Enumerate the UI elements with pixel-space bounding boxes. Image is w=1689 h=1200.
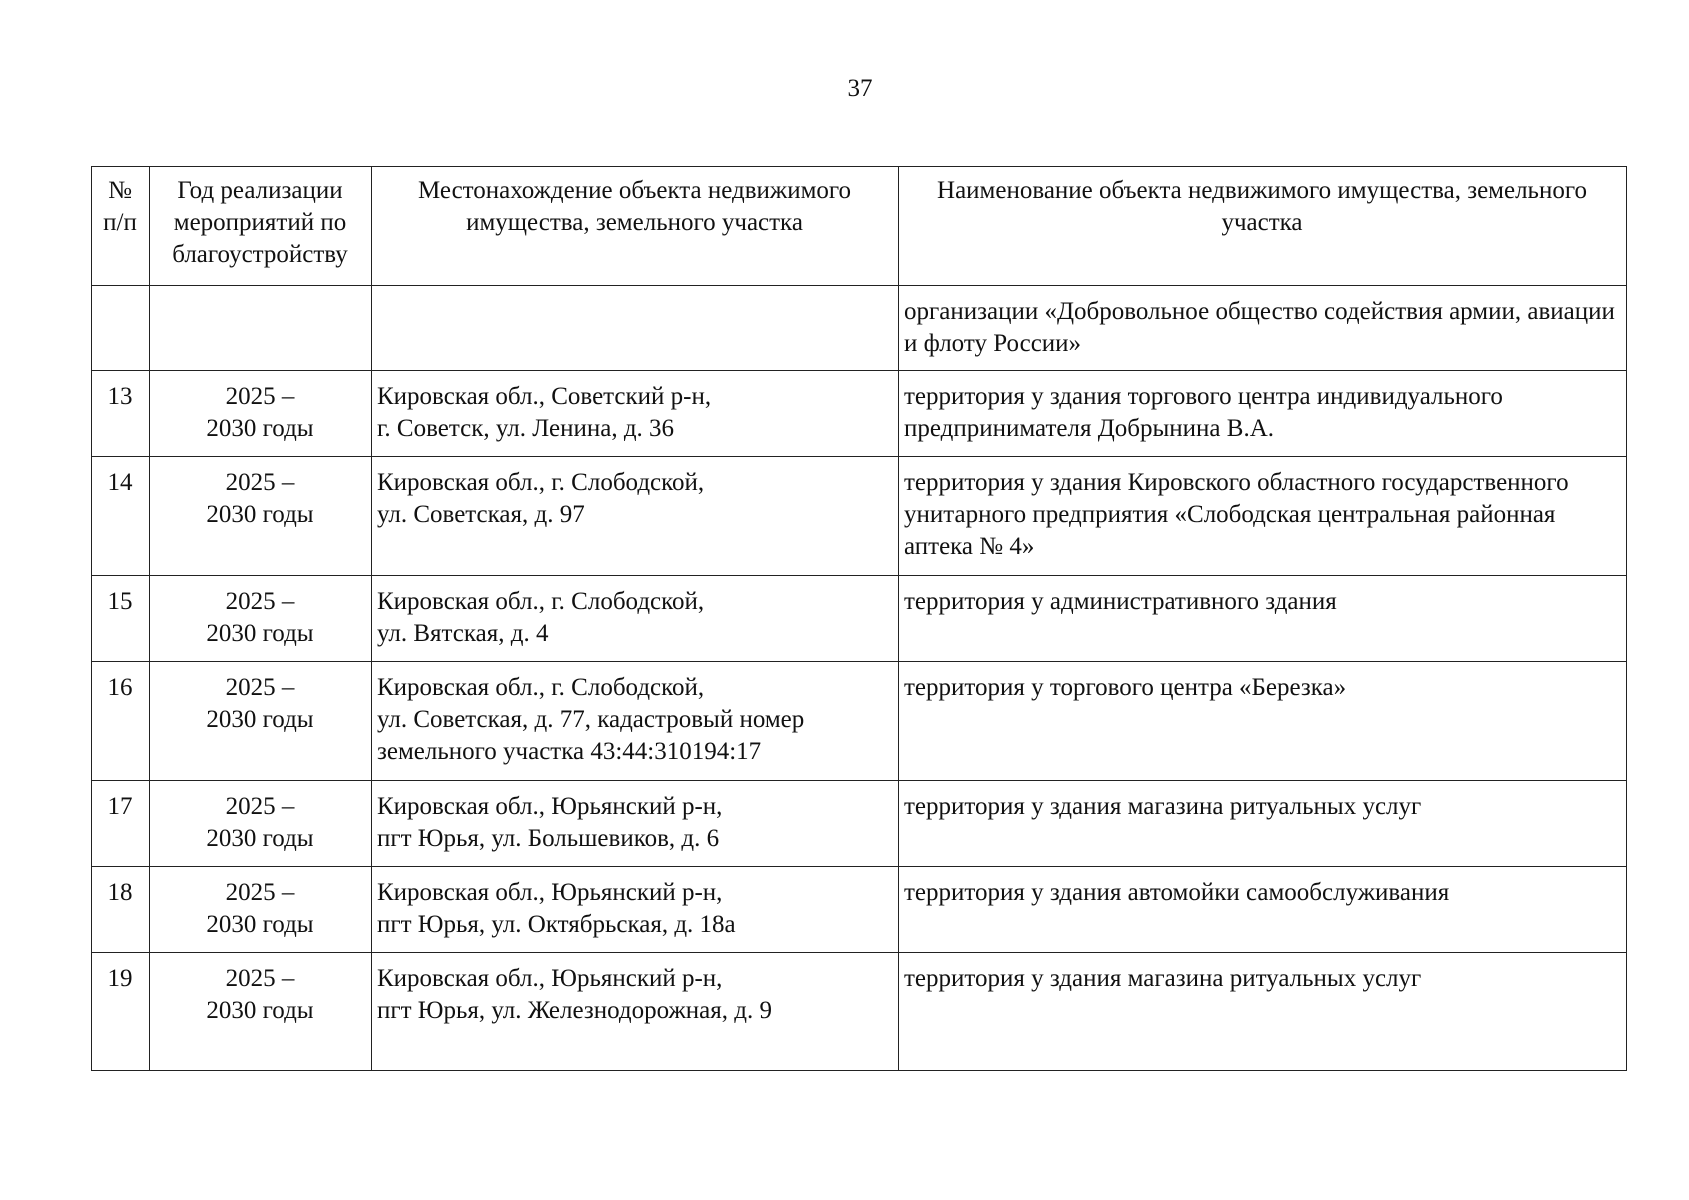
header-number: № п/п bbox=[92, 167, 150, 286]
year-end: 2030 годы bbox=[206, 706, 314, 733]
cell-location: Кировская обл., г. Слободской, ул. Советская, д. 97 bbox=[372, 457, 899, 576]
cell-name: территория у здания торгового центра индивидуального предпринимателя Добрынина В.А. bbox=[899, 371, 1627, 457]
cell-year bbox=[150, 457, 372, 576]
year-end: 2030 годы bbox=[206, 825, 314, 852]
cell-name: территория у здания автомойки самообслуживания bbox=[899, 867, 1627, 953]
cell-name: территория у здания Кировского областного государственного унитарного предприятия «Слободская центральная районная аптека № 4» bbox=[899, 457, 1627, 576]
cell-name: территория у здания магазина ритуальных услуг bbox=[899, 781, 1627, 867]
table-row bbox=[92, 867, 1627, 953]
table-row bbox=[92, 781, 1627, 867]
cell-location: Кировская обл., г. Слободской, ул. Вятская, д. 4 bbox=[372, 576, 899, 662]
header-location: Местонахождение объекта недвижимого имущества, земельного участка bbox=[372, 167, 899, 286]
cell-number: 15 bbox=[92, 576, 150, 662]
page-number: 37 bbox=[847, 75, 873, 102]
cell-number: 16 bbox=[92, 662, 150, 781]
cell-location: Кировская обл., г. Слободской, ул. Советская, д. 77, кадастровый номер земельного участка 43:44:310194:17 bbox=[372, 662, 899, 781]
table-row bbox=[92, 457, 1627, 576]
year-start: 2025 – bbox=[225, 879, 295, 906]
table-row-continuation bbox=[92, 286, 1627, 371]
cell-year bbox=[150, 781, 372, 867]
cell-year bbox=[150, 867, 372, 953]
header-year: Год реализации мероприятий по благоустройству bbox=[150, 167, 372, 286]
year-start: 2025 – bbox=[225, 793, 295, 820]
cell-number: 18 bbox=[92, 867, 150, 953]
cell-name: территория у административного здания bbox=[899, 576, 1627, 662]
table-row bbox=[92, 953, 1627, 1071]
cell-year bbox=[150, 371, 372, 457]
cell-year bbox=[150, 953, 372, 1071]
property-table bbox=[91, 166, 1627, 1071]
cell-year bbox=[150, 576, 372, 662]
cell-number: 17 bbox=[92, 781, 150, 867]
cell-number: 14 bbox=[92, 457, 150, 576]
year-end: 2030 годы bbox=[206, 415, 314, 442]
cell-name: территория у торгового центра «Березка» bbox=[899, 662, 1627, 781]
year-end: 2030 годы bbox=[206, 911, 314, 938]
year-end: 2030 годы bbox=[206, 620, 314, 647]
cell-year bbox=[150, 662, 372, 781]
cell-number: 19 bbox=[92, 953, 150, 1071]
year-start: 2025 – bbox=[225, 383, 295, 410]
cell-location: Кировская обл., Юрьянский р-н, пгт Юрья, ул. Октябрьская, д. 18а bbox=[372, 867, 899, 953]
cell-name: организации «Добровольное общество содействия армии, авиации и флоту России» bbox=[899, 286, 1627, 371]
cell-location bbox=[372, 286, 899, 371]
cell-year bbox=[150, 286, 372, 371]
year-start: 2025 – bbox=[225, 469, 295, 496]
cell-number: 13 bbox=[92, 371, 150, 457]
table-row bbox=[92, 371, 1627, 457]
year-start: 2025 – bbox=[225, 965, 295, 992]
table-row bbox=[92, 662, 1627, 781]
year-start: 2025 – bbox=[225, 588, 295, 615]
year-start: 2025 – bbox=[225, 674, 295, 701]
table-row bbox=[92, 576, 1627, 662]
header-name: Наименование объекта недвижимого имущества, земельного участка bbox=[899, 167, 1627, 286]
cell-location: Кировская обл., Советский р-н, г. Советск, ул. Ленина, д. 36 bbox=[372, 371, 899, 457]
table-header-row bbox=[92, 167, 1627, 286]
year-end: 2030 годы bbox=[206, 501, 314, 528]
cell-location: Кировская обл., Юрьянский р-н, пгт Юрья, ул. Железнодорожная, д. 9 bbox=[372, 953, 899, 1071]
year-end: 2030 годы bbox=[206, 997, 314, 1024]
cell-name: территория у здания магазина ритуальных услуг bbox=[899, 953, 1627, 1071]
cell-number bbox=[92, 286, 150, 371]
cell-location: Кировская обл., Юрьянский р-н, пгт Юрья, ул. Большевиков, д. 6 bbox=[372, 781, 899, 867]
